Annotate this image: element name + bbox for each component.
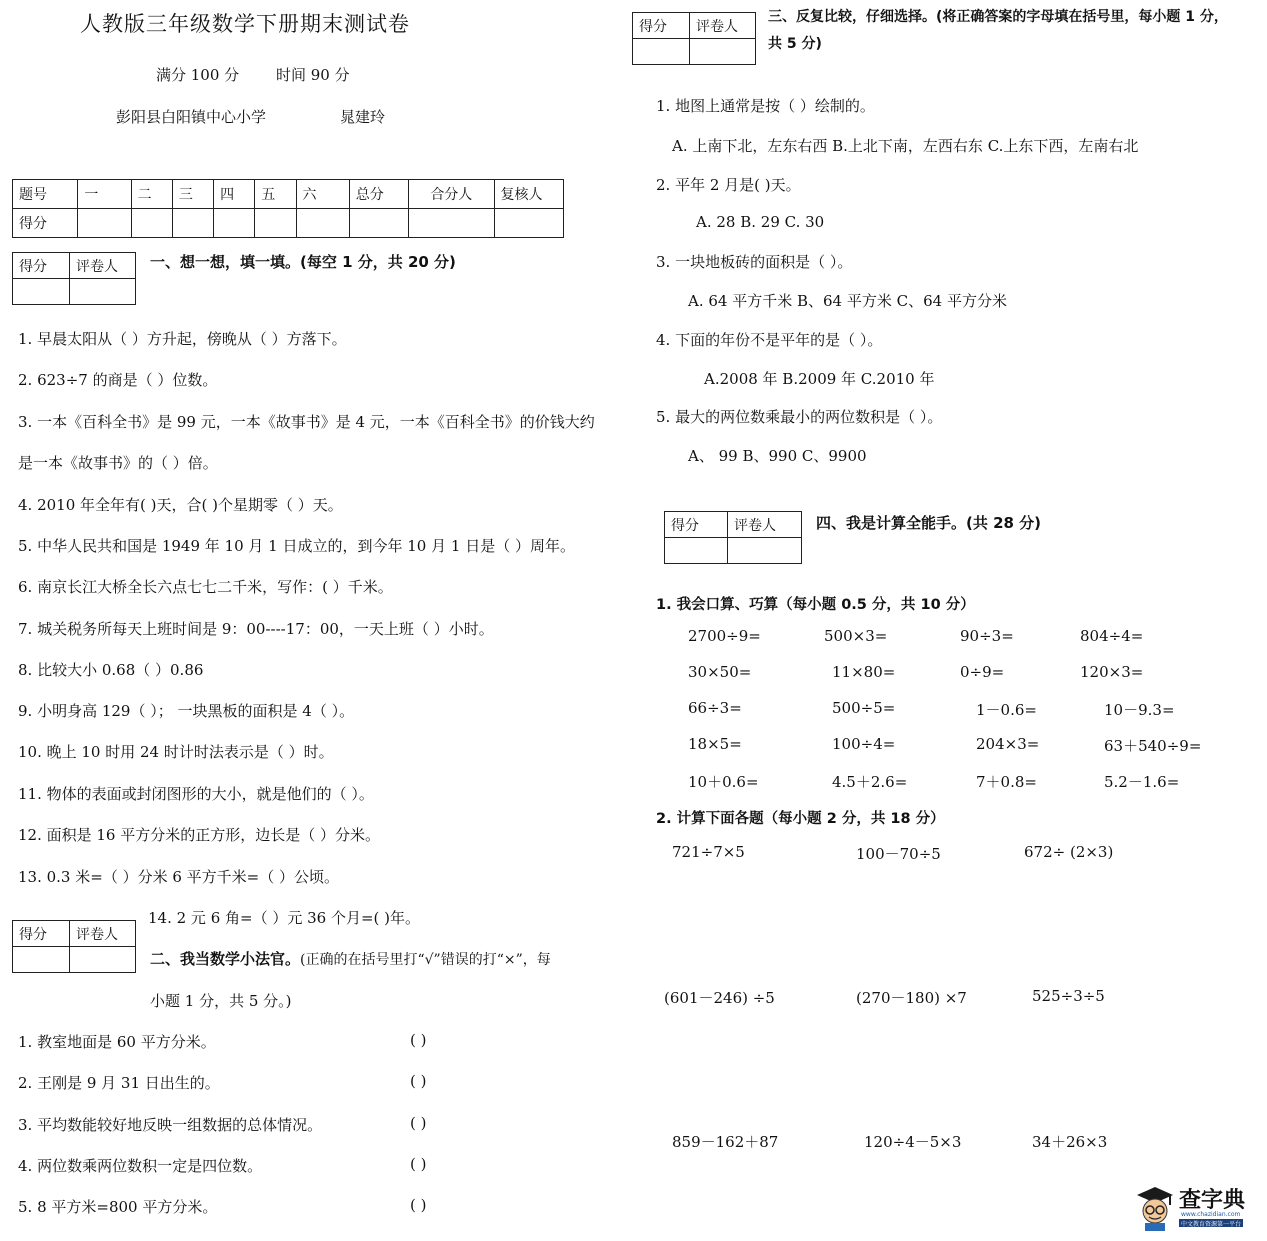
calc-item: 34＋26×3 xyxy=(1032,1133,1108,1151)
score-table-header: 题号 xyxy=(13,180,78,209)
calc-item: 721÷7×5 xyxy=(672,843,745,861)
score-table-header: 四 xyxy=(214,180,255,209)
oral-item: 804÷4= xyxy=(1080,627,1144,645)
choice-question: 2. 平年 2 月是( )天。 xyxy=(656,176,801,194)
grader-score-cell[interactable] xyxy=(13,947,70,973)
section4-heading: 四、我是计算全能手。(共 28 分) xyxy=(816,514,1042,532)
oral-item: 100÷4= xyxy=(832,735,896,753)
grader-cell[interactable] xyxy=(728,538,802,564)
oral-item: 90÷3= xyxy=(960,627,1014,645)
grader-box-section4 xyxy=(664,511,802,564)
exam-time: 时间 90 分 xyxy=(276,66,350,84)
oral-item: 10－9.3= xyxy=(1104,701,1175,719)
fill-item: 4. 2010 年全年有( )天，合( )个星期零（ ）天。 xyxy=(18,496,343,514)
score-table-header: 五 xyxy=(255,180,296,209)
score-table-header: 三 xyxy=(172,180,213,209)
grader-score-label: 得分 xyxy=(633,13,690,39)
grader-label: 评卷人 xyxy=(70,921,136,947)
grader-label: 评卷人 xyxy=(728,512,802,538)
grader-cell[interactable] xyxy=(690,39,756,65)
oral-item: 63＋540÷9= xyxy=(1104,737,1202,755)
choice-options: A. 上南下北，左东右西 B.上北下南，左西右东 C.上东下西，左南右北 xyxy=(672,137,1139,155)
fill-item: 8. 比较大小 0.68（ ）0.86 xyxy=(18,661,204,679)
score-table-header: 六 xyxy=(296,180,349,209)
grader-score-label: 得分 xyxy=(13,253,70,279)
score-table-header: 复核人 xyxy=(494,180,563,209)
score-table-row-label: 得分 xyxy=(13,209,78,238)
fill-item: 6. 南京长江大桥全长六点七七二千米，写作：( ）千米。 xyxy=(18,578,393,596)
fill-item: 1. 早晨太阳从（ ）方升起，傍晚从（ ）方落下。 xyxy=(18,330,347,348)
score-table-header: 合分人 xyxy=(409,180,494,209)
judge-item: 5. 8 平方米=800 平方分米。 xyxy=(18,1198,218,1216)
page-title: 人教版三年级数学下册期末测试卷 xyxy=(80,12,410,36)
grader-cell[interactable] xyxy=(70,279,136,305)
section3-heading2: 共 5 分) xyxy=(768,36,822,52)
fill-item: 9. 小明身高 129（ ）； 一块黑板的面积是 4（ ）。 xyxy=(18,702,355,720)
judge-bracket[interactable]: ( ) xyxy=(410,1031,427,1049)
oral-item: 4.5＋2.6= xyxy=(832,773,908,791)
logo-url: www.chazidian.com xyxy=(1181,1211,1241,1218)
section2-heading: 二、我当数学小法官。 xyxy=(150,950,301,968)
oral-item: 500×3= xyxy=(824,627,888,645)
fill-item: 11. 物体的表面或封闭图形的大小，就是他们的（ ）。 xyxy=(18,785,374,803)
grader-cell[interactable] xyxy=(70,947,136,973)
calc-item: 120÷4－5×3 xyxy=(864,1133,962,1151)
section2-heading-line xyxy=(150,948,551,969)
school-name: 彭阳县白阳镇中心小学 xyxy=(116,108,267,126)
grader-score-label: 得分 xyxy=(13,921,70,947)
choice-options: A. 28 B. 29 C. 30 xyxy=(696,213,825,231)
oral-item: 0÷9= xyxy=(960,663,1005,681)
calc-item: (270－180) ×7 xyxy=(856,989,967,1007)
score-cell[interactable] xyxy=(409,209,494,238)
score-cell[interactable] xyxy=(494,209,563,238)
score-cell[interactable] xyxy=(78,209,131,238)
score-cell[interactable] xyxy=(255,209,296,238)
score-cell[interactable] xyxy=(214,209,255,238)
judge-bracket[interactable]: ( ) xyxy=(410,1155,427,1173)
calc-item: (601－246) ÷5 xyxy=(664,989,775,1007)
choice-question: 3. 一块地板砖的面积是（ ）。 xyxy=(656,253,853,271)
oral-item: 30×50= xyxy=(688,663,752,681)
oral-item: 204×3= xyxy=(976,735,1040,753)
calc-item: 525÷3÷5 xyxy=(1032,987,1105,1005)
score-table-header: 二 xyxy=(131,180,172,209)
oral-item: 1－0.6= xyxy=(976,701,1037,719)
score-table xyxy=(12,179,564,238)
score-cell[interactable] xyxy=(172,209,213,238)
section2-desc2: 小题 1 分，共 5 分。) xyxy=(150,992,292,1010)
oral-item: 10＋0.6= xyxy=(688,773,759,791)
choice-question: 5. 最大的两位数乘最小的两位数积是（ ）。 xyxy=(656,408,943,426)
grader-score-cell[interactable] xyxy=(665,538,728,564)
site-logo xyxy=(1133,1183,1245,1231)
oral-item: 18×5= xyxy=(688,735,742,753)
fill-item: 12. 面积是 16 平方分米的正方形，边长是（ ）分米。 xyxy=(18,826,381,844)
grader-box-section1 xyxy=(12,252,136,305)
fill-item: 2. 623÷7 的商是（ ）位数。 xyxy=(18,371,218,389)
choice-options: A.2008 年 B.2009 年 C.2010 年 xyxy=(704,370,935,388)
logo-slogan: 中文教育资源第一平台 xyxy=(1181,1221,1242,1228)
score-table-header: 一 xyxy=(78,180,131,209)
grader-label: 评卷人 xyxy=(690,13,756,39)
judge-bracket[interactable]: ( ) xyxy=(410,1114,427,1132)
grader-score-label: 得分 xyxy=(665,512,728,538)
fill-item: 7. 城关税务所每天上班时间是 9：00----17：00，一天上班（ ）小时。 xyxy=(18,620,494,638)
judge-bracket[interactable]: ( ) xyxy=(410,1072,427,1090)
grader-score-cell[interactable] xyxy=(13,279,70,305)
choice-question: 4. 下面的年份不是平年的是（ ）。 xyxy=(656,331,883,349)
fill-item: 10. 晚上 10 时用 24 时计时法表示是（ ）时。 xyxy=(18,743,334,761)
grader-box-section3 xyxy=(632,12,756,65)
grader-box-section2 xyxy=(12,920,136,973)
score-cell[interactable] xyxy=(349,209,408,238)
score-cell[interactable] xyxy=(131,209,172,238)
calc-item: 672÷ (2×3) xyxy=(1024,843,1114,861)
calc-item: 859－162＋87 xyxy=(672,1133,779,1151)
choice-question: 1. 地图上通常是按（ ）绘制的。 xyxy=(656,97,875,115)
section3-heading: 三、反复比较，仔细选择。(将正确答案的字母填在括号里，每小题 1 分， xyxy=(768,9,1228,25)
section1-heading: 一、想一想，填一填。(每空 1 分，共 20 分) xyxy=(150,253,456,271)
fill-item: 是一本《故事书》的（ ）倍。 xyxy=(18,454,218,472)
judge-item: 2. 王刚是 9 月 31 日出生的。 xyxy=(18,1074,220,1092)
grader-score-cell[interactable] xyxy=(633,39,690,65)
choice-options: A、 99 B、990 C、9900 xyxy=(688,447,867,465)
fill-item: 5. 中华人民共和国是 1949 年 10 月 1 日成立的，到今年 10 月 1 日是（ ）周年。 xyxy=(18,537,575,555)
oral-item: 2700÷9= xyxy=(688,627,761,645)
logo-name: 查字典 xyxy=(1179,1188,1246,1213)
calc-item: 100－70÷5 xyxy=(856,845,941,863)
oral-item: 7＋0.8= xyxy=(976,773,1037,791)
judge-bracket[interactable]: ( ) xyxy=(410,1196,427,1214)
judge-item: 1. 教室地面是 60 平方分米。 xyxy=(18,1033,216,1051)
score-cell[interactable] xyxy=(296,209,349,238)
author-name: 晁建玲 xyxy=(340,108,386,126)
full-score: 满分 100 分 xyxy=(156,66,240,84)
fill-item: 3. 一本《百科全书》是 99 元，一本《故事书》是 4 元，一本《百科全书》的价钱大约 xyxy=(18,413,595,431)
score-table-header: 总分 xyxy=(349,180,408,209)
judge-item: 3. 平均数能较好地反映一组数据的总体情况。 xyxy=(18,1116,323,1134)
oral-item: 11×80= xyxy=(832,663,896,681)
grader-label: 评卷人 xyxy=(70,253,136,279)
calc-heading: 2. 计算下面各题（每小题 2 分，共 18 分） xyxy=(656,811,945,827)
oral-item: 66÷3= xyxy=(688,699,742,717)
judge-item: 4. 两位数乘两位数积一定是四位数。 xyxy=(18,1157,263,1175)
choice-options: A. 64 平方千米 B、64 平方米 C、64 平方分米 xyxy=(688,292,1007,310)
graduate-mascot-icon xyxy=(1133,1183,1177,1231)
oral-heading: 1. 我会口算、巧算（每小题 0.5 分，共 10 分） xyxy=(656,597,975,613)
oral-item: 5.2－1.6= xyxy=(1104,773,1180,791)
fill-item: 13. 0.3 米=（ ）分米 6 平方千米=（ ）公顷。 xyxy=(18,868,340,886)
oral-item: 120×3= xyxy=(1080,663,1144,681)
oral-item: 500÷5= xyxy=(832,699,896,717)
section2-desc: (正确的在括号里打“√”错误的打“×”，每 xyxy=(300,952,551,968)
fill-item: 14. 2 元 6 角=（ ）元 36 个月=( )年。 xyxy=(148,909,421,927)
